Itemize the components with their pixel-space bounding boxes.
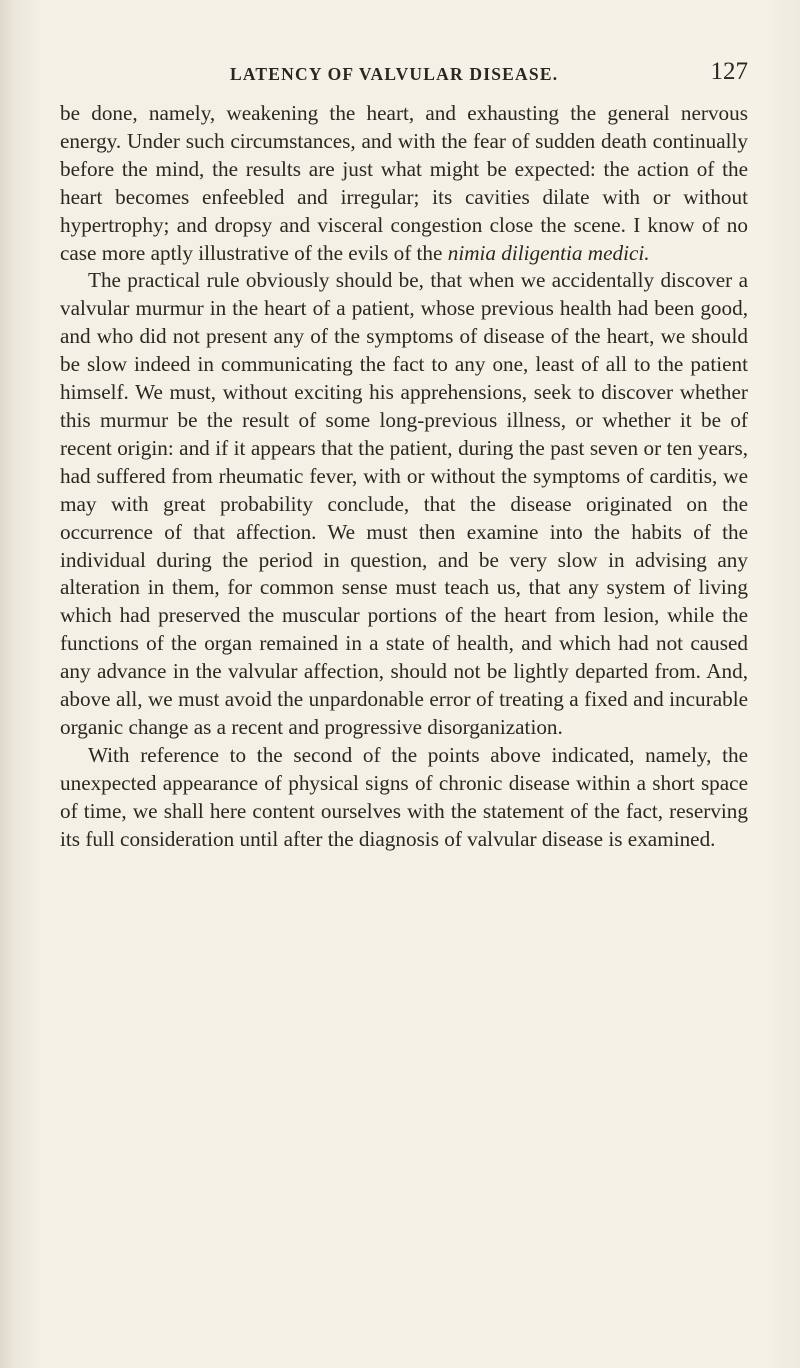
page-header (230, 58, 748, 88)
page-number: 127 (710, 58, 748, 85)
paragraph-1-text: be done, namely, weakening the heart, and exhausting the general nervous energy. Under such circumstances, and with the fear of sudden death continually before the mind, the results are just what might be expected: the action of the heart becomes enfeebled and irregular; its cavities dilate with or without hypertrophy; and dropsy and visceral congestion close the scene. I know of no case more aptly illustrative of the evils of the (60, 101, 748, 265)
paragraph-3: With reference to the second of the points above indicated, namely, the unexpected appearance of physical signs of chronic disease within a short space of time, we shall here content ourselves with the statement of the fact, reserving its full consideration until after the diagnosis of valvular disease is examined. (60, 742, 748, 851)
body-text (60, 100, 748, 853)
paragraph-1 (60, 100, 748, 267)
running-title: LATENCY OF VALVULAR DISEASE. (230, 64, 559, 84)
latin-phrase: nimia diligentia medici. (447, 240, 650, 265)
paragraph-2: The practical rule obviously should be, that when we accidentally discover a valvular murmur in the heart of a patient, whose previous health had been good, and who did not present any of the symptoms of disease of the heart, we should be slow indeed in communicating the fact to any one, least of all to the patient himself. We must, without exciting his apprehensions, seek to discover whether this murmur be the result of some long-previous illness, or whether it be of recent origin: and if it appears that the patient, during the past seven or ten years, had suffered from rheumatic fever, with or without the symptoms of carditis, we may with great probability conclude, that the disease originated on the occurrence of that affection. We must then examine into the habits of the individual during the period in question, and be very slow in advising any alteration in them, for common sense must teach us, that any system of living which had preserved the muscular portions of the heart from lesion, while the functions of the organ remained in a state of health, and which had not caused any advance in the valvular affection, should not be lightly departed from. And, above all, we must avoid the unpardonable error of treating a fixed and incurable organic change as a recent and progressive disorganization. (60, 268, 748, 739)
